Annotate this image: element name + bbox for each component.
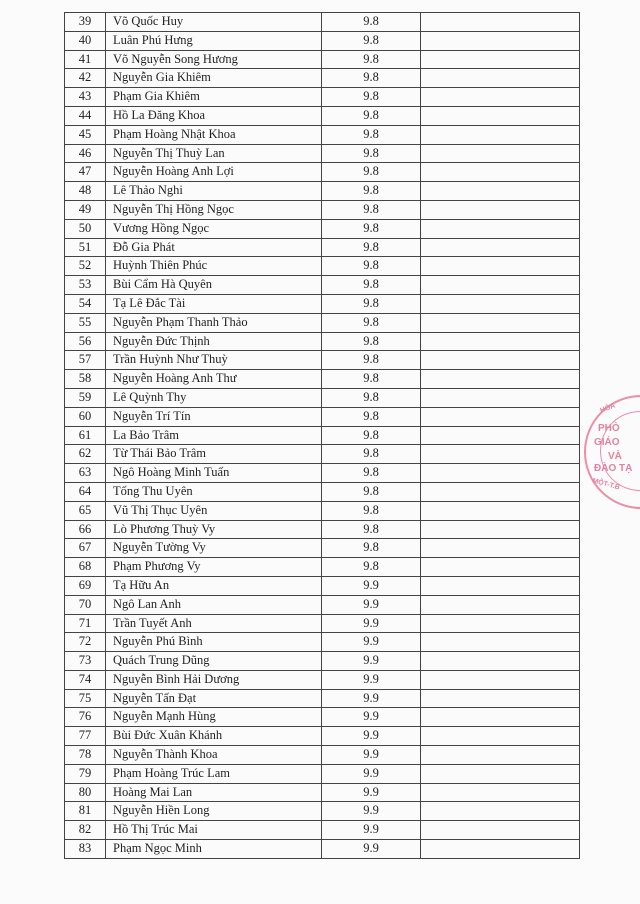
score-cell: 9.8	[322, 482, 421, 501]
row-number-cell: 70	[65, 595, 106, 614]
row-number-cell: 42	[65, 69, 106, 88]
note-cell	[421, 558, 580, 577]
table-row	[65, 558, 580, 577]
score-cell: 9.9	[322, 802, 421, 821]
row-number-cell: 51	[65, 238, 106, 257]
student-name-cell: Phạm Hoàng Nhật Khoa	[106, 125, 322, 144]
score-cell: 9.8	[322, 238, 421, 257]
note-cell	[421, 576, 580, 595]
student-name-cell: Đỗ Gia Phát	[106, 238, 322, 257]
score-cell: 9.9	[322, 670, 421, 689]
table-row	[65, 746, 580, 765]
score-cell: 9.8	[322, 464, 421, 483]
score-cell: 9.9	[322, 783, 421, 802]
table-row	[65, 802, 580, 821]
student-name-cell: Huỳnh Thiên Phúc	[106, 257, 322, 276]
table-row	[65, 388, 580, 407]
table-row	[65, 614, 580, 633]
note-cell	[421, 106, 580, 125]
stamp-text: ĐÀO TẠ	[594, 463, 633, 474]
row-number-cell: 59	[65, 388, 106, 407]
score-cell: 9.8	[322, 351, 421, 370]
student-name-cell: Trần Huỳnh Như Thuỳ	[106, 351, 322, 370]
row-number-cell: 65	[65, 501, 106, 520]
row-number-cell: 53	[65, 276, 106, 295]
stamp-text: HÒA	[599, 402, 617, 415]
table-row	[65, 182, 580, 201]
stamp-text: VÀ	[608, 451, 622, 462]
score-cell: 9.8	[322, 407, 421, 426]
stamp-text: MỘT-T.B	[591, 477, 621, 492]
student-name-cell: Tạ Lê Đắc Tài	[106, 294, 322, 313]
row-number-cell: 66	[65, 520, 106, 539]
row-number-cell: 61	[65, 426, 106, 445]
score-cell: 9.8	[322, 50, 421, 69]
table-row	[65, 69, 580, 88]
row-number-cell: 64	[65, 482, 106, 501]
note-cell	[421, 482, 580, 501]
score-cell: 9.8	[322, 520, 421, 539]
score-cell: 9.8	[322, 370, 421, 389]
row-number-cell: 56	[65, 332, 106, 351]
student-name-cell: Vũ Thị Thục Uyên	[106, 501, 322, 520]
table-row	[65, 727, 580, 746]
row-number-cell: 52	[65, 257, 106, 276]
note-cell	[421, 388, 580, 407]
note-cell	[421, 501, 580, 520]
score-cell: 9.9	[322, 708, 421, 727]
row-number-cell: 62	[65, 445, 106, 464]
table-row	[65, 276, 580, 295]
table-row	[65, 482, 580, 501]
note-cell	[421, 708, 580, 727]
row-number-cell: 40	[65, 31, 106, 50]
student-name-cell: Bùi Cẩm Hà Quyên	[106, 276, 322, 295]
student-name-cell: Lê Thảo Nghi	[106, 182, 322, 201]
score-cell: 9.9	[322, 840, 421, 859]
note-cell	[421, 764, 580, 783]
note-cell	[421, 727, 580, 746]
row-number-cell: 83	[65, 840, 106, 859]
table-row	[65, 106, 580, 125]
score-cell: 9.9	[322, 576, 421, 595]
row-number-cell: 73	[65, 652, 106, 671]
row-number-cell: 82	[65, 821, 106, 840]
student-name-cell: Nguyễn Tường Vy	[106, 539, 322, 558]
score-cell: 9.8	[322, 144, 421, 163]
student-name-cell: Võ Nguyễn Song Hương	[106, 50, 322, 69]
note-cell	[421, 689, 580, 708]
note-cell	[421, 144, 580, 163]
student-name-cell: Nguyễn Mạnh Hùng	[106, 708, 322, 727]
table-row	[65, 370, 580, 389]
student-name-cell: Phạm Phương Vy	[106, 558, 322, 577]
table-row	[65, 50, 580, 69]
score-cell: 9.9	[322, 614, 421, 633]
row-number-cell: 39	[65, 13, 106, 32]
table-row	[65, 840, 580, 859]
note-cell	[421, 238, 580, 257]
table-row	[65, 652, 580, 671]
student-name-cell: Nguyễn Trí Tín	[106, 407, 322, 426]
row-number-cell: 77	[65, 727, 106, 746]
student-name-cell: Ngô Hoàng Minh Tuấn	[106, 464, 322, 483]
student-name-cell: Bùi Đức Xuân Khánh	[106, 727, 322, 746]
note-cell	[421, 595, 580, 614]
note-cell	[421, 783, 580, 802]
student-name-cell: Hoàng Mai Lan	[106, 783, 322, 802]
student-name-cell: Nguyễn Hoàng Anh Lợi	[106, 163, 322, 182]
table-row	[65, 464, 580, 483]
table-row	[65, 426, 580, 445]
note-cell	[421, 50, 580, 69]
note-cell	[421, 219, 580, 238]
score-cell: 9.8	[322, 539, 421, 558]
table-row	[65, 821, 580, 840]
student-name-cell: Từ Thái Bảo Trâm	[106, 445, 322, 464]
note-cell	[421, 163, 580, 182]
student-name-cell: Hồ Thị Trúc Mai	[106, 821, 322, 840]
row-number-cell: 78	[65, 746, 106, 765]
table-row	[65, 576, 580, 595]
note-cell	[421, 125, 580, 144]
student-name-cell: Nguyễn Thị Thuỳ Lan	[106, 144, 322, 163]
score-cell: 9.9	[322, 727, 421, 746]
table-row	[65, 219, 580, 238]
table-row	[65, 595, 580, 614]
note-cell	[421, 821, 580, 840]
row-number-cell: 68	[65, 558, 106, 577]
note-cell	[421, 802, 580, 821]
score-cell: 9.9	[322, 764, 421, 783]
note-cell	[421, 294, 580, 313]
table-row	[65, 144, 580, 163]
note-cell	[421, 182, 580, 201]
table-row	[65, 633, 580, 652]
note-cell	[421, 407, 580, 426]
score-cell: 9.8	[322, 163, 421, 182]
score-cell: 9.8	[322, 276, 421, 295]
note-cell	[421, 746, 580, 765]
score-cell: 9.8	[322, 125, 421, 144]
row-number-cell: 63	[65, 464, 106, 483]
score-cell: 9.9	[322, 821, 421, 840]
row-number-cell: 79	[65, 764, 106, 783]
table-row	[65, 257, 580, 276]
score-cell: 9.9	[322, 595, 421, 614]
note-cell	[421, 670, 580, 689]
student-name-cell: Lò Phương Thuỳ Vy	[106, 520, 322, 539]
table-row	[65, 520, 580, 539]
note-cell	[421, 614, 580, 633]
student-name-cell: Nguyễn Thành Khoa	[106, 746, 322, 765]
score-cell: 9.8	[322, 558, 421, 577]
note-cell	[421, 370, 580, 389]
score-cell: 9.8	[322, 31, 421, 50]
row-number-cell: 50	[65, 219, 106, 238]
note-cell	[421, 652, 580, 671]
student-name-cell: Nguyễn Bình Hải Dương	[106, 670, 322, 689]
note-cell	[421, 445, 580, 464]
note-cell	[421, 351, 580, 370]
score-cell: 9.8	[322, 501, 421, 520]
score-cell: 9.8	[322, 106, 421, 125]
student-name-cell: Tạ Hữu An	[106, 576, 322, 595]
score-cell: 9.8	[322, 388, 421, 407]
note-cell	[421, 520, 580, 539]
score-cell: 9.8	[322, 69, 421, 88]
score-cell: 9.9	[322, 652, 421, 671]
score-cell: 9.8	[322, 219, 421, 238]
score-cell: 9.8	[322, 294, 421, 313]
table-row	[65, 163, 580, 182]
student-name-cell: Trần Tuyết Anh	[106, 614, 322, 633]
table-row	[65, 539, 580, 558]
note-cell	[421, 426, 580, 445]
table-row	[65, 238, 580, 257]
table-row	[65, 13, 580, 32]
row-number-cell: 44	[65, 106, 106, 125]
row-number-cell: 69	[65, 576, 106, 595]
stamp-text: GIÁO	[594, 437, 620, 448]
table-row	[65, 125, 580, 144]
note-cell	[421, 31, 580, 50]
student-name-cell: Quách Trung Dũng	[106, 652, 322, 671]
row-number-cell: 74	[65, 670, 106, 689]
note-cell	[421, 88, 580, 107]
table-row	[65, 332, 580, 351]
student-score-table	[64, 12, 580, 859]
row-number-cell: 41	[65, 50, 106, 69]
score-cell: 9.8	[322, 257, 421, 276]
note-cell	[421, 200, 580, 219]
score-cell: 9.9	[322, 633, 421, 652]
note-cell	[421, 464, 580, 483]
note-cell	[421, 840, 580, 859]
note-cell	[421, 257, 580, 276]
table-row	[65, 783, 580, 802]
row-number-cell: 54	[65, 294, 106, 313]
stamp-text: PHÒ	[598, 423, 620, 434]
note-cell	[421, 69, 580, 88]
student-name-cell: Nguyễn Tấn Đạt	[106, 689, 322, 708]
row-number-cell: 72	[65, 633, 106, 652]
student-name-cell: Lê Quỳnh Thy	[106, 388, 322, 407]
row-number-cell: 81	[65, 802, 106, 821]
row-number-cell: 47	[65, 163, 106, 182]
student-name-cell: Võ Quốc Huy	[106, 13, 322, 32]
score-cell: 9.8	[322, 313, 421, 332]
student-name-cell: Nguyễn Phú Bình	[106, 633, 322, 652]
note-cell	[421, 313, 580, 332]
student-name-cell: Tống Thu Uyên	[106, 482, 322, 501]
row-number-cell: 58	[65, 370, 106, 389]
score-cell: 9.8	[322, 332, 421, 351]
student-name-cell: Luân Phú Hưng	[106, 31, 322, 50]
row-number-cell: 43	[65, 88, 106, 107]
table-row	[65, 689, 580, 708]
table-body	[65, 13, 580, 859]
student-name-cell: Vương Hồng Ngọc	[106, 219, 322, 238]
student-name-cell: Nguyễn Hoàng Anh Thư	[106, 370, 322, 389]
row-number-cell: 55	[65, 313, 106, 332]
score-cell: 9.8	[322, 426, 421, 445]
row-number-cell: 80	[65, 783, 106, 802]
row-number-cell: 76	[65, 708, 106, 727]
row-number-cell: 60	[65, 407, 106, 426]
student-name-cell: Hồ La Đăng Khoa	[106, 106, 322, 125]
table-row	[65, 88, 580, 107]
row-number-cell: 57	[65, 351, 106, 370]
score-cell: 9.9	[322, 689, 421, 708]
student-name-cell: Nguyễn Thị Hồng Ngọc	[106, 200, 322, 219]
table-row	[65, 708, 580, 727]
table-row	[65, 764, 580, 783]
row-number-cell: 46	[65, 144, 106, 163]
student-name-cell: Nguyễn Đức Thịnh	[106, 332, 322, 351]
row-number-cell: 67	[65, 539, 106, 558]
score-cell: 9.8	[322, 200, 421, 219]
note-cell	[421, 633, 580, 652]
student-name-cell: Ngô Lan Anh	[106, 595, 322, 614]
official-red-stamp	[584, 395, 640, 509]
student-name-cell: Phạm Ngọc Minh	[106, 840, 322, 859]
score-cell: 9.8	[322, 88, 421, 107]
table-row	[65, 445, 580, 464]
row-number-cell: 48	[65, 182, 106, 201]
table-row	[65, 294, 580, 313]
note-cell	[421, 332, 580, 351]
row-number-cell: 75	[65, 689, 106, 708]
score-cell: 9.8	[322, 182, 421, 201]
row-number-cell: 71	[65, 614, 106, 633]
table-row	[65, 31, 580, 50]
note-cell	[421, 13, 580, 32]
student-name-cell: Phạm Hoàng Trúc Lam	[106, 764, 322, 783]
table-row	[65, 351, 580, 370]
student-name-cell: Phạm Gia Khiêm	[106, 88, 322, 107]
student-name-cell: Nguyễn Hiền Long	[106, 802, 322, 821]
table-row	[65, 670, 580, 689]
table-row	[65, 501, 580, 520]
student-name-cell: Nguyễn Phạm Thanh Thảo	[106, 313, 322, 332]
score-cell: 9.8	[322, 445, 421, 464]
table-row	[65, 407, 580, 426]
note-cell	[421, 276, 580, 295]
score-cell: 9.9	[322, 746, 421, 765]
note-cell	[421, 539, 580, 558]
score-cell: 9.8	[322, 13, 421, 32]
student-name-cell: La Bảo Trâm	[106, 426, 322, 445]
table-row	[65, 200, 580, 219]
row-number-cell: 45	[65, 125, 106, 144]
table-row	[65, 313, 580, 332]
student-name-cell: Nguyễn Gia Khiêm	[106, 69, 322, 88]
row-number-cell: 49	[65, 200, 106, 219]
